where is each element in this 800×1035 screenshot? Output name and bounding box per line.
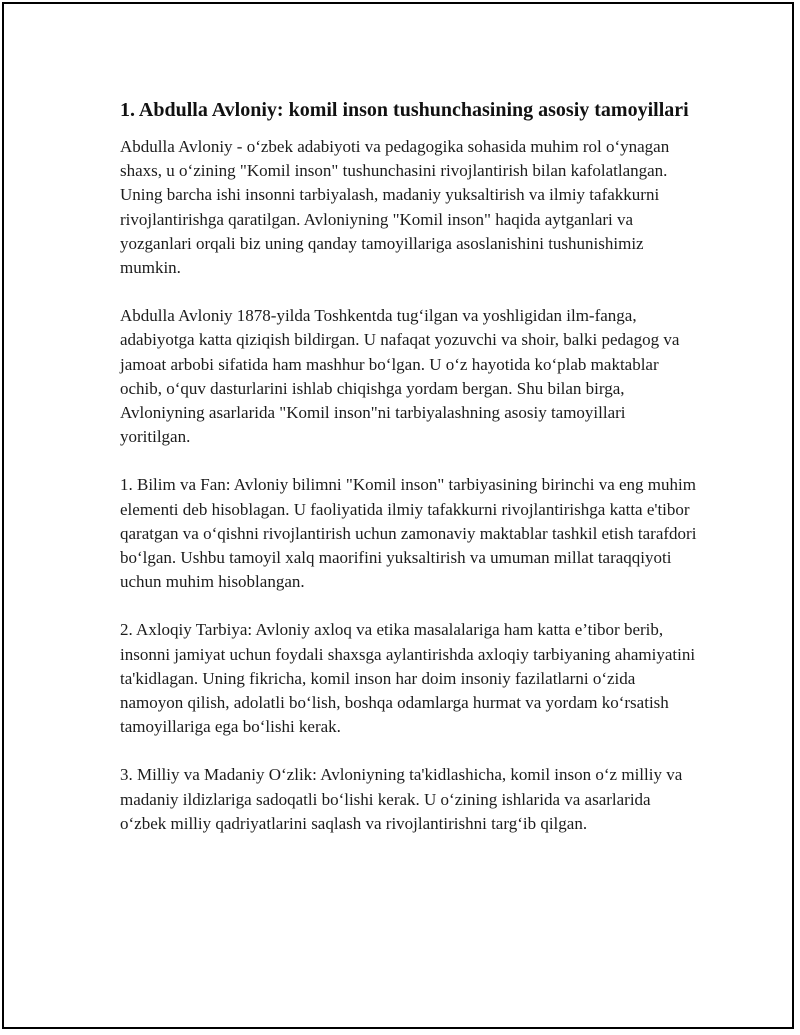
document-title: 1. Abdulla Avloniy: komil inson tushunchasining asosiy tamoyillari xyxy=(120,99,689,121)
paragraph-principle-knowledge: 1. Bilim va Fan: Avloniy bilimni "Komil inson" tarbiyasining birinchi va eng muhim elementi deb hisoblagan. U faoliyatida ilmiy tafakkurni rivojlantirishga katta e'tibor qaratgan va o‘qishni rivojlantirish uchun zamonaviy maktablar tashkil etish tarafdori bo‘lgan. Ushbu tamoyil xalq maorifini yuksaltirish va umuman millat taraqqiyoti uchun muhim hisoblangan. xyxy=(120,475,697,592)
document-body xyxy=(120,96,700,860)
paragraph-intro: Abdulla Avloniy - o‘zbek adabiyoti va pedagogika sohasida muhim rol o‘ynagan shaxs, u o‘zining "Komil inson" tushunchasini rivojlantirish bilan kafolatlangan. Uning barcha ishi insonni tarbiyalash, madaniy yuksaltirish va ilmiy tafakkurni rivojlantirishga qaratilgan. Avloniyning "Komil inson" haqida aytganlari va yozganlari orqali biz uning qanday tamoyillariga asoslanishini tushunishimiz mumkin. xyxy=(120,137,670,278)
paragraph-principle-moral: 2. Axloqiy Tarbiya: Avloniy axloq va etika masalalariga ham katta e’tibor berib, insonni jamiyat uchun foydali shaxsga aylantirishda axloqiy tarbiyaning ahamiyatini ta'kidlagan. Uning fikricha, komil inson har doim insoniy fazilatlarni o‘zida namoyon qilish, adolatli bo‘lish, boshqa odamlarga hurmat va yordam ko‘rsatish tamoyillariga ega bo‘lishi kerak. xyxy=(120,620,696,737)
paragraph-principle-identity: 3. Milliy va Madaniy O‘zlik: Avloniyning ta'kidlashicha, komil inson o‘z milliy va madaniy ildizlariga sadoqatli bo‘lishi kerak. U o‘zining ishlarida va asarlarida o‘zbek milliy qadriyatlarini saqlash va rivojlantirishni targ‘ib qilgan. xyxy=(120,765,683,833)
paragraph-biography: Abdulla Avloniy 1878-yilda Toshkentda tug‘ilgan va yoshligidan ilm-fanga, adabiyotga katta qiziqish bildirgan. U nafaqat yozuvchi va shoir, balki pedagog va jamoat arbobi sifatida ham mashhur bo‘lgan. U o‘z hayotida ko‘plab maktablar ochib, o‘quv dasturlarini ishlab chiqishga yordam bergan. Shu bilan birga, Avloniyning asarlarida "Komil inson"ni tarbiyalashning asosiy tamoyillari yoritilgan. xyxy=(120,306,680,447)
page-border xyxy=(2,2,794,1029)
